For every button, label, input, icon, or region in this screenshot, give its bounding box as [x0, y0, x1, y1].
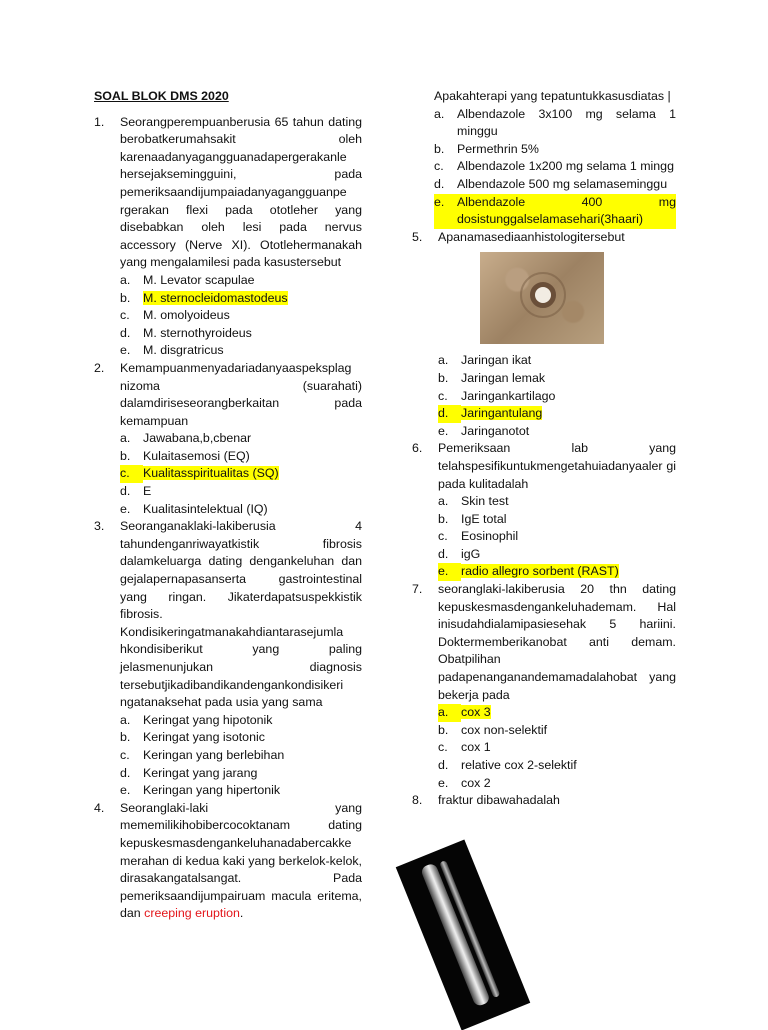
question-stem: Seorangperempuanberusia 65 tahun dating berobatkerumahsakit oleh karenaadanyagangguanadapergerakanle hersejaksemingguini, pada pemeriksaandijumpaiadanyagangguanpe rgerakan flexi pada ototleher yang disebabkan oleh lesi pada nervus accessory (Nerve XI). Ototlehermanakah yang mengalamilesi pada kasustersebut: [120, 114, 362, 270]
question-3: [94, 518, 362, 800]
option-a[interactable]: a. Keringat yang hipotonik: [120, 712, 273, 727]
option-e[interactable]: e. M. disgratricus: [120, 343, 224, 358]
question-5: [412, 229, 676, 441]
option-b[interactable]: b. Jaringan lemak: [438, 370, 546, 385]
question-number: 5.: [412, 229, 423, 244]
option-c[interactable]: c. M. omolyoideus: [120, 308, 230, 323]
question-4: [94, 800, 362, 923]
option-e[interactable]: e. radio allegro sorbent (RAST): [438, 563, 676, 581]
question-4-options: [412, 106, 676, 229]
option-b[interactable]: b. cox non-selektif: [438, 722, 548, 737]
option-a[interactable]: a. cox 3: [438, 704, 676, 722]
left-column: [94, 88, 362, 923]
option-b[interactable]: b. Permethrin 5%: [434, 141, 539, 156]
option-b[interactable]: b. Kulaitasemosi (EQ): [120, 448, 250, 463]
highlighted-answer: Jaringantulang: [461, 406, 543, 421]
highlighted-answer: Kualitasspiritualitas (SQ): [143, 466, 279, 481]
right-column: [412, 88, 676, 810]
question-4-continuation: Apakahterapi yang tepatuntukkasusdiatas |: [434, 89, 671, 103]
question-stem: Apanamasediaanhistologitersebut: [438, 229, 625, 244]
question-stem: Seoranglaki-laki yang mememilikihobibercocoktanam dating kepuskesmasdengankeluhanadabercakke merahan di kedua kaki yang berkelok-kelok, dirasakangatalsangat. Pada pemeriksaandijumpairuam macula eritema, dan creeping eruption.: [120, 800, 362, 921]
option-d[interactable]: d. igG: [438, 546, 481, 561]
option-e[interactable]: e. Albendazole 400 mg dosistunggalselamasehari(3haari): [434, 194, 676, 229]
highlighted-answer: Albendazole 400 mg dosistunggalselamasehari(3haari): [457, 194, 676, 229]
option-d[interactable]: d. relative cox 2-selektif: [438, 758, 577, 772]
option-c[interactable]: c. Eosinophil: [438, 529, 519, 544]
option-a[interactable]: a. M. Levator scapulae: [120, 272, 255, 287]
option-c[interactable]: c. cox 1: [438, 740, 491, 755]
question-stem: Pemeriksaan lab yang telahspesifikuntukmengetahuiadanyaaler gi pada kulitadalah: [438, 441, 676, 491]
question-7: [412, 581, 676, 792]
option-a[interactable]: a. Jawabana,b,cbenar: [120, 431, 252, 446]
page-title: SOAL BLOK DMS 2020: [94, 89, 229, 103]
question-number: 4.: [94, 800, 105, 815]
question-number: 7.: [412, 582, 423, 597]
highlighted-answer: cox 3: [461, 705, 491, 720]
highlighted-answer: M. sternocleidomastodeus: [143, 290, 288, 305]
question-stem: seoranglaki-lakiberusia 20 thn dating kepuskesmasdengankeluhademam. Hal inisudahdialamipasiesehak 5 hariini. Doktermemberikanobat anti demam. Obatpilihan padapenanganandemamadalahobat yang bekerja pada: [438, 582, 676, 702]
option-d[interactable]: d. M. sternothyroideus: [120, 325, 252, 340]
option-c[interactable]: c. Kualitasspiritualitas (SQ): [120, 465, 362, 483]
option-a[interactable]: a. Jaringan ikat: [438, 353, 532, 368]
option-b[interactable]: b. IgE total: [438, 511, 507, 526]
question-number: 6.: [412, 441, 423, 456]
question-stem: fraktur dibawahadalah: [438, 793, 560, 808]
option-d[interactable]: d. Keringat yang jarang: [120, 765, 258, 780]
option-d[interactable]: d. Jaringantulang: [438, 405, 676, 423]
question-number: 1.: [94, 114, 105, 129]
question-1: [94, 114, 362, 360]
option-e[interactable]: e. Kualitasintelektual (IQ): [120, 501, 268, 516]
option-d[interactable]: d. Albendazole 500 mg selamaseminggu: [434, 176, 668, 191]
option-c[interactable]: c. Keringan yang berlebihan: [120, 747, 285, 762]
question-8: [412, 792, 676, 810]
question-6: [412, 440, 676, 581]
option-c[interactable]: c. Albendazole 1x200 mg selama 1 mingg: [434, 159, 674, 174]
option-b[interactable]: b. Keringat yang isotonic: [120, 730, 265, 745]
option-d[interactable]: d. E: [120, 484, 152, 499]
histology-image: [480, 252, 604, 344]
option-e[interactable]: e. Jaringanotot: [438, 423, 530, 438]
option-b[interactable]: b. M. sternocleidomastodeus: [120, 290, 288, 305]
option-e[interactable]: e. cox 2: [438, 775, 491, 790]
highlighted-answer: radio allegro sorbent (RAST): [461, 564, 619, 579]
question-number: 3.: [94, 519, 105, 534]
question-number: 8.: [412, 793, 423, 808]
option-e[interactable]: e. Keringan yang hipertonik: [120, 783, 281, 798]
question-number: 2.: [94, 360, 105, 375]
creeping-eruption-text: creeping eruption: [144, 906, 240, 921]
option-a[interactable]: a. Albendazole 3x100 mg selama 1 minggu: [434, 106, 676, 139]
question-2: [94, 360, 362, 518]
xray-image: [420, 845, 530, 1015]
option-c[interactable]: c. Jaringankartilago: [438, 388, 556, 403]
option-a[interactable]: a. Skin test: [438, 494, 509, 509]
question-stem: Seoranganaklaki-lakiberusia 4 tahundenganriwayatkistik fibrosis dalamkeluarga dating dengankeluhan dan gejalapernapasanserta gastrointestinal yang ringan. Jikaterdapatsuspekkistik fibrosis. Kondisikeringatmanakahdiantarasejumla hkondisiberikut yang paling jelasmenunjukan diagnosis tersebutjikadibandikandengankondisikeri ngatanaksehat pada usia yang sama: [120, 519, 362, 710]
question-stem: Kemampuanmenyadariadanyaaspeksplag nizoma (suarahati) dalamdiriseseorangberkaitan pada kemampuan: [120, 360, 362, 428]
